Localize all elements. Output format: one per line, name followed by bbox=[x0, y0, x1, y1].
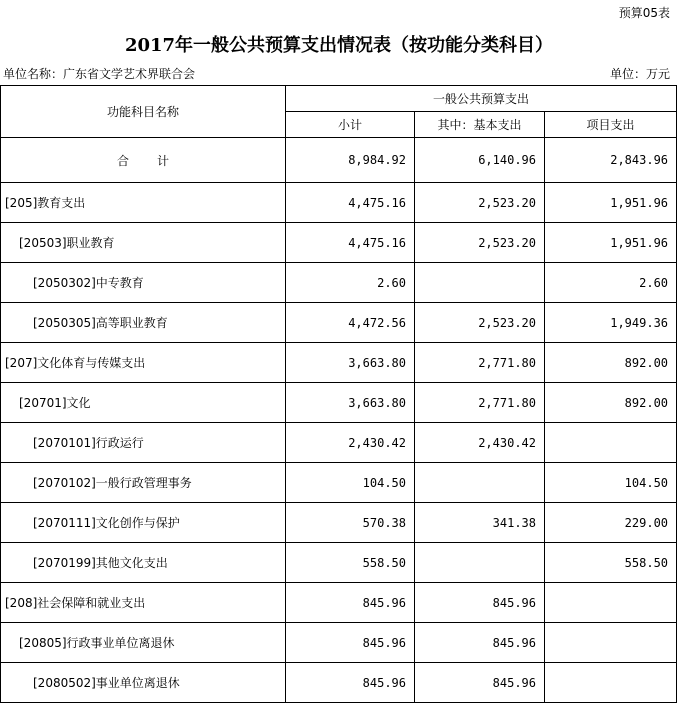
row-subtotal: 104.50 bbox=[286, 463, 415, 503]
table-row bbox=[1, 343, 677, 383]
row-name: [205]教育支出 bbox=[1, 183, 286, 223]
header-subtotal: 小计 bbox=[286, 112, 415, 138]
table-row bbox=[1, 383, 677, 423]
row-project bbox=[545, 623, 677, 663]
row-subtotal: 845.96 bbox=[286, 623, 415, 663]
row-project: 229.00 bbox=[545, 503, 677, 543]
row-name: [2070111]文化创作与保护 bbox=[1, 503, 286, 543]
row-name: [207]文化体育与传媒支出 bbox=[1, 343, 286, 383]
form-code: 预算05表 bbox=[618, 6, 670, 20]
row-project: 1,951.96 bbox=[545, 183, 677, 223]
row-basic: 2,430.42 bbox=[415, 423, 545, 463]
row-subtotal: 845.96 bbox=[286, 663, 415, 703]
row-project bbox=[545, 423, 677, 463]
total-row bbox=[1, 138, 677, 183]
row-basic: 845.96 bbox=[415, 583, 545, 623]
row-name: [20503]职业教育 bbox=[1, 223, 286, 263]
table-row bbox=[1, 263, 677, 303]
table-row bbox=[1, 623, 677, 663]
row-subtotal: 4,472.56 bbox=[286, 303, 415, 343]
row-basic bbox=[415, 463, 545, 503]
total-subtotal: 8,984.92 bbox=[286, 138, 415, 183]
header-group: 一般公共预算支出 bbox=[286, 86, 677, 112]
table-row bbox=[1, 463, 677, 503]
row-subtotal: 3,663.80 bbox=[286, 383, 415, 423]
header-row-1 bbox=[1, 86, 677, 112]
unit-row bbox=[0, 63, 678, 85]
header-project: 项目支出 bbox=[545, 112, 677, 138]
table-row bbox=[1, 543, 677, 583]
row-name: [20701]文化 bbox=[1, 383, 286, 423]
row-name: [2050305]高等职业教育 bbox=[1, 303, 286, 343]
row-project bbox=[545, 583, 677, 623]
total-project: 2,843.96 bbox=[545, 138, 677, 183]
row-subtotal: 2.60 bbox=[286, 263, 415, 303]
row-project: 104.50 bbox=[545, 463, 677, 503]
expenditure-table bbox=[0, 85, 677, 703]
row-basic: 845.96 bbox=[415, 663, 545, 703]
row-basic: 341.38 bbox=[415, 503, 545, 543]
row-project: 1,949.36 bbox=[545, 303, 677, 343]
row-project: 558.50 bbox=[545, 543, 677, 583]
row-basic: 2,771.80 bbox=[415, 343, 545, 383]
row-subtotal: 2,430.42 bbox=[286, 423, 415, 463]
row-basic: 2,523.20 bbox=[415, 223, 545, 263]
table-row bbox=[1, 183, 677, 223]
row-name: [208]社会保障和就业支出 bbox=[1, 583, 286, 623]
table-row bbox=[1, 503, 677, 543]
row-subtotal: 570.38 bbox=[286, 503, 415, 543]
row-subtotal: 4,475.16 bbox=[286, 223, 415, 263]
row-project: 892.00 bbox=[545, 343, 677, 383]
row-subtotal: 4,475.16 bbox=[286, 183, 415, 223]
row-name: [20805]行政事业单位离退休 bbox=[1, 623, 286, 663]
table-row bbox=[1, 583, 677, 623]
row-name: [2070102]一般行政管理事务 bbox=[1, 463, 286, 503]
page-title: 2017年一般公共预算支出情况表（按功能分类科目） bbox=[124, 35, 554, 56]
row-project: 2.60 bbox=[545, 263, 677, 303]
row-basic: 2,523.20 bbox=[415, 303, 545, 343]
row-basic: 2,771.80 bbox=[415, 383, 545, 423]
row-name: [2070199]其他文化支出 bbox=[1, 543, 286, 583]
header-basic: 其中：基本支出 bbox=[415, 112, 545, 138]
row-basic bbox=[415, 263, 545, 303]
row-basic: 845.96 bbox=[415, 623, 545, 663]
table-row bbox=[1, 223, 677, 263]
row-subtotal: 3,663.80 bbox=[286, 343, 415, 383]
header-name-col: 功能科目名称 bbox=[1, 86, 286, 138]
row-subtotal: 845.96 bbox=[286, 583, 415, 623]
row-name: [2050302]中专教育 bbox=[1, 263, 286, 303]
row-subtotal: 558.50 bbox=[286, 543, 415, 583]
row-name: [2070101]行政运行 bbox=[1, 423, 286, 463]
total-basic: 6,140.96 bbox=[415, 138, 545, 183]
row-basic: 2,523.20 bbox=[415, 183, 545, 223]
row-project bbox=[545, 663, 677, 703]
unit-name: 单位名称：广东省文学艺术界联合会 bbox=[3, 67, 196, 81]
table-row bbox=[1, 303, 677, 343]
unit-label: 单位：万元 bbox=[609, 67, 670, 81]
table-row bbox=[1, 423, 677, 463]
row-project: 892.00 bbox=[545, 383, 677, 423]
row-project: 1,951.96 bbox=[545, 223, 677, 263]
row-basic bbox=[415, 543, 545, 583]
total-label: 合计 bbox=[1, 138, 286, 183]
row-name: [2080502]事业单位离退休 bbox=[1, 663, 286, 703]
table-row bbox=[1, 663, 677, 703]
